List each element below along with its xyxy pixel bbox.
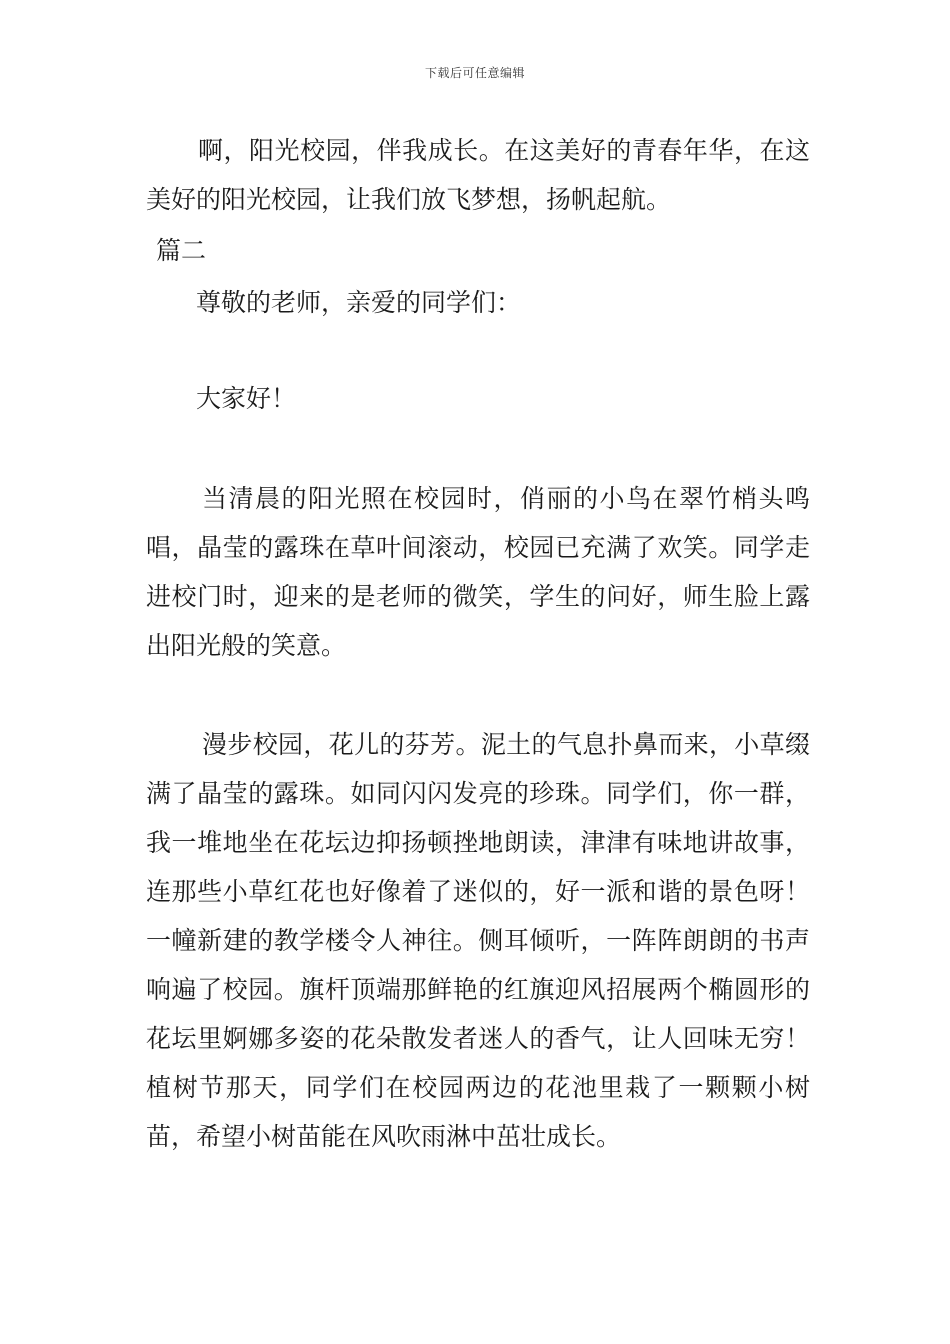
paragraph-campus-walk: 漫步校园，花儿的芬芳。泥土的气息扑鼻而来，小草缀满了晶莹的露珠。如同闪闪发亮的珍珠。同学们，你一群，我一堆地坐在花坛边抑扬顿挫地朗读，津津有味地讲故事，连那些小草红花也好像着了迷似的，好一派和谐的景色呀！一幢新建的教学楼令人神往。侧耳倾听，一阵阵朗朗的书声响遍了校园。旗杆顶端那鲜艳的红旗迎风招展两个椭圆形的花坛里婀娜多姿的花朵散发者迷人的香气，让人回味无穷！植树节那天，同学们在校园两边的花池里栽了一颗颗小树苗，希望小树苗能在风吹雨淋中茁壮成长。 (146, 730, 810, 1151)
header-note: 下载后可任意编辑 (424, 66, 525, 80)
section-heading: 篇二 (156, 236, 207, 265)
paragraph-closing: 啊，阳光校园，伴我成长。在这美好的青春年华，在这美好的阳光校园，让我们放飞梦想，扬帆起航。 (146, 136, 810, 214)
greeting-salutation: 尊敬的老师，亲爱的同学们： (196, 288, 522, 317)
greeting-hello: 大家好！ (196, 384, 297, 413)
paragraph-morning: 当清晨的阳光照在校园时，俏丽的小鸟在翠竹梢头鸣唱，晶莹的露珠在草叶间滚动，校园已充满了欢笑。同学走进校门时，迎来的是老师的微笑，学生的问好，师生脸上露出阳光般的笑意。 (146, 484, 810, 660)
